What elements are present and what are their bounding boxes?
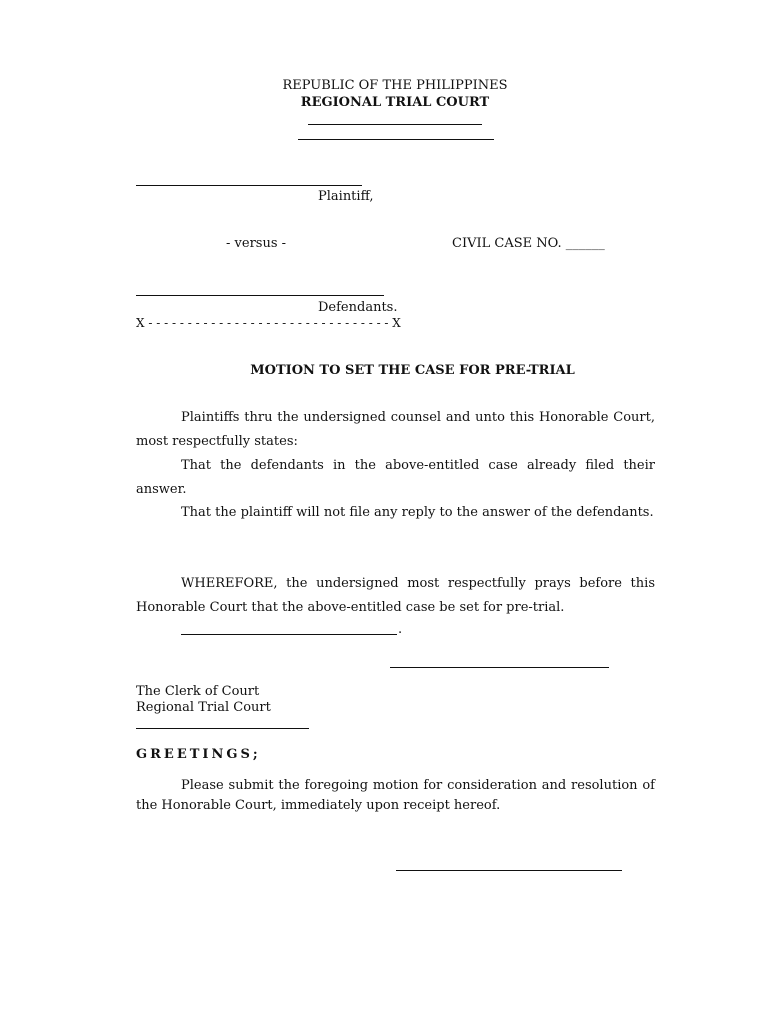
civil-case-number: CIVIL CASE NO. ______ bbox=[452, 236, 605, 251]
plaintiff-label: Plaintiff, bbox=[318, 189, 374, 204]
addressee-court: Regional Trial Court bbox=[136, 700, 271, 715]
counsel-signature-line bbox=[390, 667, 609, 668]
defendants-label: Defendants. bbox=[318, 300, 398, 315]
court-location-line bbox=[298, 139, 494, 140]
plaintiff-name-line bbox=[136, 185, 362, 186]
paragraph-no-reply: That the plaintiff will not file any reply to the answer of the defendants. bbox=[181, 505, 654, 520]
header-republic: REPUBLIC OF THE PHILIPPINES bbox=[282, 78, 508, 93]
final-signature-line bbox=[396, 870, 622, 871]
addressee-location-line bbox=[136, 728, 309, 729]
court-branch-line bbox=[308, 124, 482, 125]
date-line-period: . bbox=[398, 622, 403, 637]
defendants-name-line bbox=[136, 295, 384, 296]
paragraph-wherefore: WHEREFORE, the undersigned most respectfully prays before this Honorable Court that the above-entitled case be set for pre-trial. bbox=[136, 576, 655, 615]
versus-label: - versus - bbox=[226, 236, 287, 251]
addressee-clerk: The Clerk of Court bbox=[136, 684, 260, 699]
paragraph-intro: Plaintiffs thru the undersigned counsel and unto this Honorable Court, most respectfully states: bbox=[136, 410, 655, 449]
date-place-line bbox=[181, 634, 397, 635]
paragraph-notice: Please submit the foregoing motion for consideration and resolution of the Honorable Court, immediately upon receipt hereof. bbox=[136, 778, 655, 813]
paragraph-answer-filed: That the defendants in the above-entitled case already filed their answer. bbox=[136, 458, 655, 497]
greetings-heading: GREETINGS; bbox=[136, 747, 261, 762]
header-court: REGIONAL TRIAL COURT bbox=[300, 95, 490, 110]
caption-separator: X - - - - - - - - - - - - - - - - - - - - - - - - - - - - - - - X bbox=[136, 316, 401, 330]
motion-title: MOTION TO SET THE CASE FOR PRE-TRIAL bbox=[250, 363, 575, 378]
